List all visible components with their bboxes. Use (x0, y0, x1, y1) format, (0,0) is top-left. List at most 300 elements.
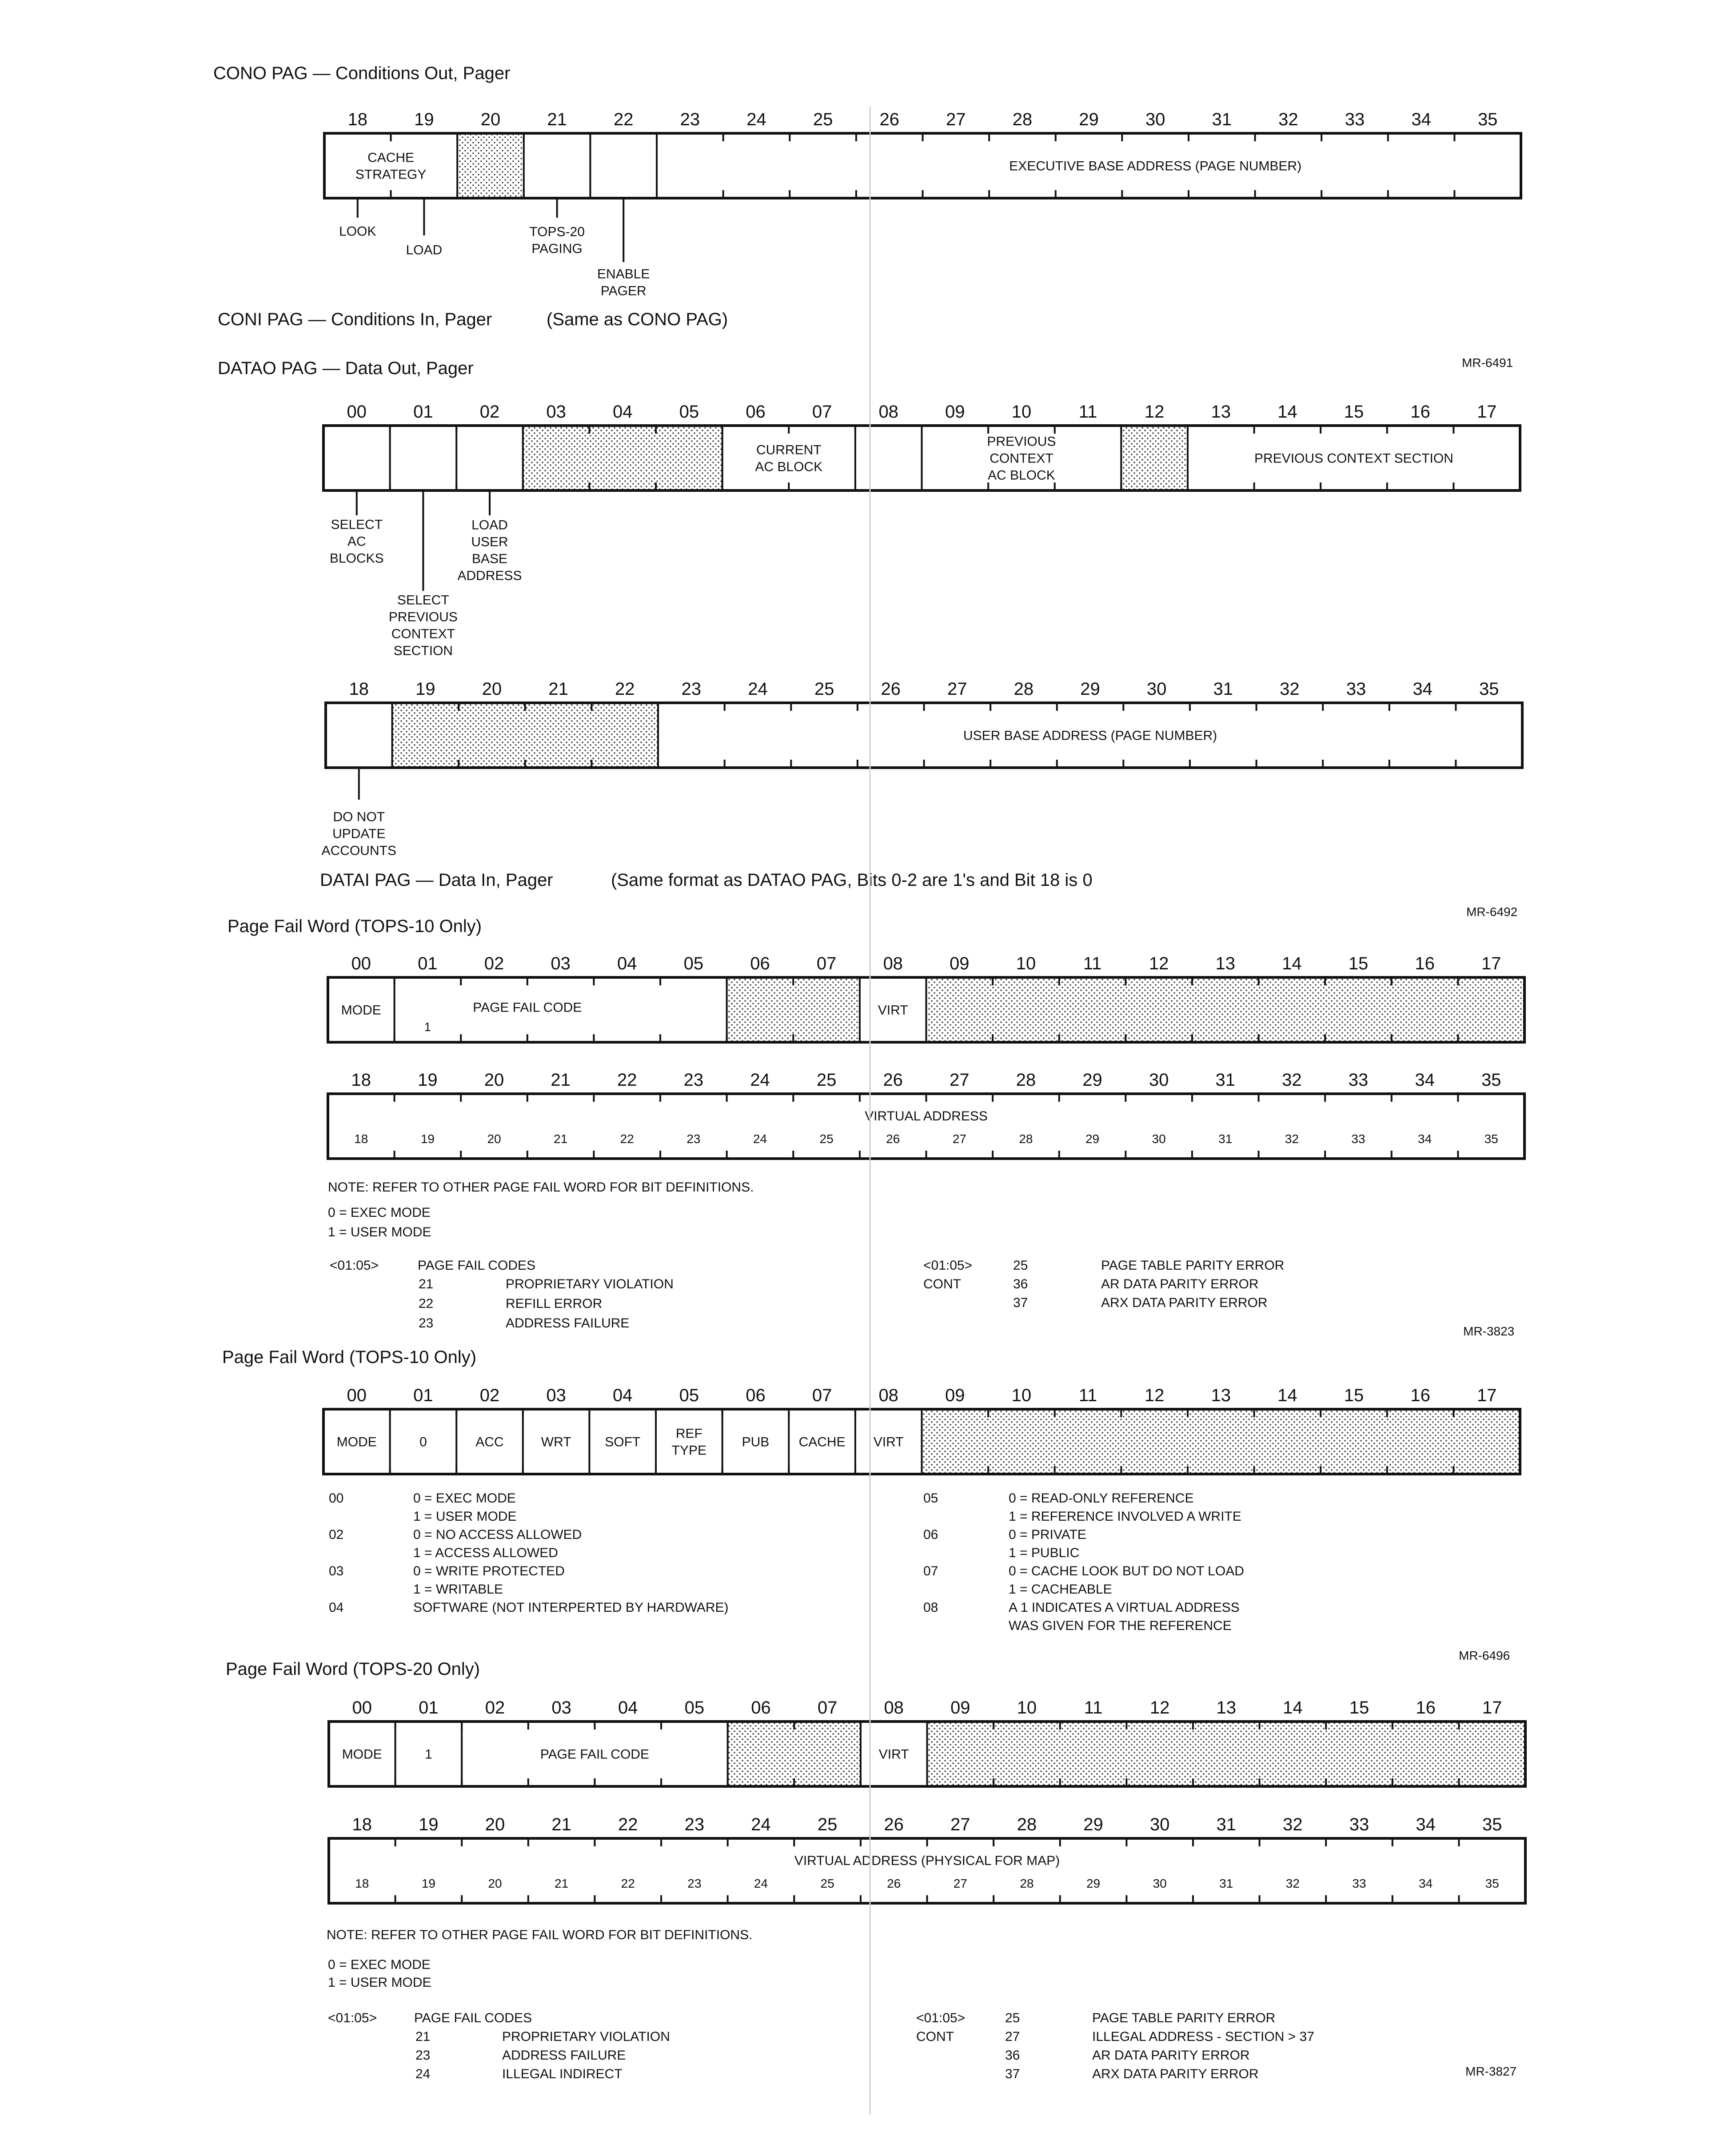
exec-base-address-label: EXECUTIVE BASE ADDRESS (PAGE NUMBER) (1009, 159, 1302, 174)
bit-number-label: 34 (1415, 1070, 1435, 1090)
bit-number-label: 03 (551, 1698, 571, 1718)
cont-label: CONT (916, 2029, 954, 2044)
callout-label: SELECT (331, 517, 383, 532)
bit-definition-text: 0 = EXEC MODE (413, 1491, 516, 1506)
bit-field-label: VIRT (873, 1435, 904, 1450)
page-fail-code-label: PAGE FAIL CODE (540, 1747, 649, 1762)
bit-number-label: 34 (1413, 679, 1433, 699)
fail-code-description: AR DATA PARITY ERROR (1092, 2048, 1250, 2063)
register-frame (329, 1838, 1525, 1903)
bit-number-label: 35 (1477, 110, 1498, 129)
reserved-bits-shading (727, 977, 860, 1042)
bit-number-label: 29 (1082, 1070, 1102, 1090)
bit-number-label: 28 (1014, 679, 1034, 699)
bit-range-label: <01:05> (916, 2011, 966, 2025)
fail-code-description: REFILL ERROR (506, 1296, 603, 1311)
bit-cell-number: 26 (887, 1876, 901, 1890)
pfw10b-title: Page Fail Word (TOPS-10 Only) (222, 1347, 477, 1367)
bit-number-label: 09 (945, 1386, 965, 1405)
bit-number-label: 05 (683, 954, 704, 973)
callout-label: PREVIOUS (388, 610, 458, 625)
register-frame (328, 1094, 1524, 1159)
bit-cell-number: 23 (686, 1132, 701, 1146)
bit-number-label: 17 (1477, 402, 1497, 422)
bit-number-label: 32 (1280, 679, 1300, 699)
reserved-bits-shading (1121, 426, 1188, 490)
fail-code-description: ADDRESS FAILURE (506, 1316, 630, 1331)
mode-definition: 0 = EXEC MODE (328, 1205, 431, 1220)
callout-label: PAGING (531, 241, 583, 256)
bit-number-label: 10 (1011, 1386, 1032, 1405)
previous-context-ac-block-label: PREVIOUS (987, 434, 1056, 449)
bit-definition-text: 1 = PUBLIC (1009, 1546, 1080, 1560)
pfw10a-title: Page Fail Word (TOPS-10 Only) (227, 917, 482, 936)
bit-number-label: 05 (684, 1698, 705, 1718)
callout-label: TOPS-20 (529, 224, 585, 239)
bit-cell-number: 21 (554, 1132, 568, 1146)
bit-number-label: 02 (479, 1386, 500, 1405)
callout-label: UPDATE (332, 826, 386, 841)
bit-number-label: 07 (812, 402, 832, 422)
bit-number-label: 06 (751, 1698, 771, 1718)
bit-number-label: 13 (1211, 402, 1231, 422)
bit-number-label: 17 (1481, 954, 1501, 973)
callout-label: LOAD (406, 243, 443, 258)
cono-title: CONO PAG — Conditions Out, Pager (213, 64, 511, 83)
bit-definition-text: 1 = REFERENCE INVOLVED A WRITE (1009, 1509, 1241, 1524)
cont-label: CONT (923, 1277, 961, 1291)
datao-code: MR-6491 (1462, 356, 1513, 370)
bit-definition-number: 00 (329, 1491, 344, 1506)
bit-number-label: 06 (746, 402, 766, 422)
bit-number-label: 32 (1282, 1070, 1302, 1090)
callout-label: LOAD (471, 518, 508, 533)
cono-register (324, 110, 1521, 299)
bit-number-label: 34 (1416, 1815, 1436, 1834)
bit-number-label: 13 (1215, 954, 1235, 973)
bit-number-label: 29 (1079, 110, 1099, 129)
previous-context-ac-block-label: CONTEXT (990, 451, 1054, 466)
bit-definition-number: 04 (329, 1600, 344, 1615)
bit-number-label: 19 (414, 110, 434, 129)
callout-label: SELECT (397, 593, 449, 608)
bit-number-label: 09 (950, 954, 970, 973)
bit-number-label: 29 (1080, 679, 1100, 699)
bit-cell-number: 19 (421, 1876, 435, 1890)
bit-cell-number: 30 (1152, 1132, 1166, 1146)
bit-cell-number: 34 (1418, 1132, 1432, 1146)
mode-label: MODE (342, 1747, 382, 1762)
bit-number-label: 12 (1144, 402, 1165, 422)
fail-code-number: 24 (415, 2067, 431, 2081)
bit-number-label: 01 (418, 954, 438, 973)
bit-range-label: <01:05> (330, 1258, 379, 1273)
bit-number-label: 16 (1415, 954, 1435, 973)
bit-number-label: 06 (750, 954, 770, 973)
bit-definition-text: 0 = NO ACCESS ALLOWED (413, 1527, 582, 1542)
bit-number-label: 22 (614, 110, 634, 129)
bit-number-label: 10 (1011, 402, 1032, 422)
callout-label: AC (347, 534, 366, 549)
fail-code-description: PROPRIETARY VIOLATION (506, 1277, 674, 1291)
bit-number-label: 21 (548, 679, 568, 699)
bit-number-label: 12 (1144, 1386, 1165, 1405)
note-text: NOTE: REFER TO OTHER PAGE FAIL WORD FOR BIT DEFINITIONS. (327, 1928, 753, 1942)
bit-number-label: 14 (1283, 1698, 1303, 1718)
fail-code-number: 36 (1013, 1277, 1028, 1291)
bit-number-label: 03 (551, 954, 571, 973)
bit-cell-number: 28 (1019, 1132, 1033, 1146)
bit-range-label: <01:05> (328, 2011, 377, 2025)
bit-number-label: 00 (347, 1386, 367, 1405)
pfw10b-register (323, 1386, 1520, 1474)
bit-number-label: 33 (1346, 679, 1366, 699)
bit-number-label: 22 (615, 679, 635, 699)
bit-cell-number: 29 (1086, 1876, 1101, 1890)
bit-number-label: 17 (1477, 1386, 1497, 1405)
bit-number-label: 33 (1345, 110, 1365, 129)
bit-number-label: 01 (413, 402, 433, 422)
bit-field-label: ACC (475, 1435, 504, 1450)
fail-code-number: 27 (1005, 2029, 1020, 2044)
callout-label: PAGER (600, 283, 647, 299)
bit-number-label: 05 (679, 1386, 699, 1405)
bit-cell-number: 23 (687, 1876, 702, 1890)
pfw20-title: Page Fail Word (TOPS-20 Only) (226, 1659, 480, 1679)
bit-field-label: CACHE (798, 1435, 846, 1450)
callout-label: BLOCKS (329, 551, 384, 566)
bit-number-label: 23 (680, 110, 700, 129)
callout-label: BASE (472, 551, 508, 566)
coni-note: (Same as CONO PAG) (547, 310, 728, 329)
bit-number-label: 31 (1212, 110, 1232, 129)
datai-note: (Same format as DATAO PAG, Bits 0-2 are 1's and Bit 18 is 0 (611, 870, 1093, 890)
bit-number-label: 26 (884, 1815, 904, 1834)
bit-field-label: MODE (336, 1435, 377, 1450)
bit-number-label: 04 (618, 1698, 638, 1718)
bit-field-label: REF (675, 1426, 702, 1441)
bit1-value: 1 (424, 1020, 431, 1034)
fail-code-number: 37 (1013, 1295, 1028, 1310)
bit-number-label: 33 (1349, 1815, 1369, 1834)
fail-code-number: 23 (415, 2048, 431, 2063)
mode-label: MODE (341, 1003, 381, 1018)
bit-number-label: 35 (1481, 1070, 1501, 1090)
bit-number-label: 08 (878, 402, 898, 422)
bit-definition-text: 1 = USER MODE (413, 1509, 517, 1524)
pfw10b-notes (329, 1491, 1244, 1633)
bit-definition-text: 1 = CACHEABLE (1009, 1582, 1112, 1597)
bit-cell-number: 29 (1085, 1132, 1100, 1146)
bit-number-label: 26 (883, 1070, 903, 1090)
bit-definition-text: A 1 INDICATES A VIRTUAL ADDRESS (1009, 1600, 1240, 1615)
bit-number-label: 24 (748, 679, 768, 699)
bit-number-label: 13 (1211, 1386, 1231, 1405)
bit-number-label: 31 (1216, 1815, 1236, 1834)
bit-number-label: 26 (881, 679, 901, 699)
bit-number-label: 20 (484, 1070, 504, 1090)
bit-number-label: 11 (1084, 1698, 1103, 1718)
bit-number-label: 18 (347, 110, 368, 129)
bit-range-label: <01:05> (923, 1258, 973, 1273)
bit-number-label: 21 (551, 1070, 571, 1090)
reserved-bits-shading (728, 1722, 861, 1786)
pfw20-code: MR-3827 (1465, 2064, 1517, 2078)
bit-cell-number: 20 (488, 1876, 502, 1890)
bit-number-label: 09 (945, 402, 965, 422)
fail-code-description: PAGE TABLE PARITY ERROR (1092, 2011, 1276, 2025)
fail-code-description: ARX DATA PARITY ERROR (1101, 1295, 1268, 1310)
bit-number-label: 11 (1083, 954, 1102, 973)
bit-number-label: 20 (482, 679, 502, 699)
fail-code-number: 23 (419, 1316, 434, 1331)
previous-context-section-label: PREVIOUS CONTEXT SECTION (1254, 451, 1453, 466)
bit-number-label: 12 (1149, 954, 1169, 973)
callout-label: LOOK (339, 224, 376, 239)
bit-cell-number: 35 (1485, 1876, 1499, 1890)
bit-number-label: 21 (547, 110, 567, 129)
bit-number-label: 31 (1215, 1070, 1235, 1090)
pfw10a-left-register (328, 954, 1524, 1042)
bit-number-label: 25 (816, 1070, 837, 1090)
bit-number-label: 00 (352, 1698, 372, 1718)
bit-definition-text: 0 = READ-ONLY REFERENCE (1009, 1491, 1194, 1506)
bit-number-label: 11 (1078, 1386, 1097, 1405)
bit-number-label: 33 (1348, 1070, 1369, 1090)
callout-label: ENABLE (597, 267, 650, 282)
callout-label: USER (471, 534, 508, 550)
bit-number-label: 00 (351, 954, 371, 973)
cache-strategy-label: STRATEGY (355, 167, 427, 182)
fail-code-number: 37 (1005, 2067, 1020, 2081)
bit-number-label: 18 (349, 679, 369, 699)
bit-definition-number: 02 (329, 1527, 344, 1542)
bit-number-label: 24 (750, 1070, 770, 1090)
fail-code-description: ARX DATA PARITY ERROR (1092, 2067, 1259, 2081)
bit-number-label: 05 (679, 402, 699, 422)
bit-definition-number: 08 (923, 1600, 938, 1615)
bit-number-label: 16 (1416, 1698, 1436, 1718)
fail-code-description: ADDRESS FAILURE (502, 2048, 626, 2063)
bit-number-label: 25 (817, 1815, 838, 1834)
bit-number-label: 00 (347, 402, 367, 422)
fail-code-number: 21 (415, 2029, 431, 2044)
bit-number-label: 30 (1149, 1070, 1169, 1090)
fail-code-description: AR DATA PARITY ERROR (1101, 1277, 1259, 1291)
bit-number-label: 18 (352, 1815, 372, 1834)
bit-cell-number: 24 (754, 1876, 768, 1890)
datai-code: MR-6492 (1466, 905, 1518, 919)
bit-cell-number: 18 (355, 1876, 369, 1890)
fail-code-description: PAGE TABLE PARITY ERROR (1101, 1258, 1285, 1273)
bit-number-label: 11 (1078, 402, 1097, 422)
bit-cell-number: 25 (819, 1132, 834, 1146)
cache-strategy-label: CACHE (367, 150, 415, 165)
reserved-bits-shading (523, 426, 722, 490)
fail-code-description: ILLEGAL ADDRESS - SECTION > 37 (1092, 2029, 1314, 2044)
bit-definition-number: 03 (329, 1564, 344, 1578)
mode-definition: 1 = USER MODE (328, 1225, 431, 1239)
pfw20-notes (327, 1928, 1314, 2081)
bit-number-label: 15 (1349, 1698, 1369, 1718)
fail-code-description: PROPRIETARY VIOLATION (502, 2029, 670, 2044)
bit-number-label: 23 (681, 679, 702, 699)
bit-number-label: 13 (1216, 1698, 1236, 1718)
bit-number-label: 26 (879, 110, 899, 129)
bit-number-label: 19 (415, 679, 435, 699)
bit-cell-number: 26 (886, 1132, 900, 1146)
bit-definition-text: WAS GIVEN FOR THE REFERENCE (1009, 1618, 1232, 1633)
user-base-address-label: USER BASE ADDRESS (PAGE NUMBER) (963, 728, 1217, 743)
reserved-bits-shading (457, 133, 524, 198)
bit-number-label: 30 (1149, 1815, 1170, 1834)
bit-number-label: 29 (1083, 1815, 1103, 1834)
bit-number-label: 25 (814, 679, 834, 699)
bit-number-label: 08 (884, 1698, 904, 1718)
bit-number-label: 24 (746, 110, 766, 129)
bit-cell-number: 27 (952, 1132, 966, 1146)
bit-number-label: 16 (1410, 1386, 1430, 1405)
bit-definition-number: 06 (923, 1527, 938, 1542)
bit-number-label: 25 (813, 110, 833, 129)
bit-number-label: 21 (551, 1815, 571, 1834)
bit-number-label: 35 (1482, 1815, 1502, 1834)
bit-cell-number: 21 (555, 1876, 569, 1890)
bit-number-label: 08 (883, 954, 903, 973)
callout-label: CONTEXT (391, 626, 455, 642)
bit-number-label: 23 (683, 1070, 704, 1090)
bit-definition-text: 1 = WRITABLE (413, 1582, 503, 1597)
reserved-bits-shading (392, 703, 658, 768)
bit-number-label: 04 (613, 1386, 633, 1405)
bit-number-label: 15 (1344, 1386, 1364, 1405)
bit-number-label: 30 (1145, 110, 1165, 129)
bit-number-label: 15 (1344, 402, 1364, 422)
coni-title: CONI PAG — Conditions In, Pager (218, 310, 492, 329)
bit-number-label: 22 (618, 1815, 638, 1834)
bit-cell-number: 30 (1153, 1876, 1167, 1890)
bit-number-label: 19 (418, 1070, 438, 1090)
current-ac-block-label: AC BLOCK (755, 459, 823, 474)
bit-number-label: 32 (1283, 1815, 1303, 1834)
page-fail-code-label: PAGE FAIL CODE (473, 1000, 582, 1015)
bit-cell-number: 22 (621, 1876, 635, 1890)
virt-label: VIRT (878, 1003, 908, 1018)
fail-code-description: ILLEGAL INDIRECT (502, 2067, 623, 2081)
previous-context-ac-block-label: AC BLOCK (988, 468, 1055, 483)
bit-number-label: 27 (947, 679, 967, 699)
bit-number-label: 08 (878, 1386, 898, 1405)
bit-definition-text: 0 = WRITE PROTECTED (413, 1564, 565, 1578)
bit-number-label: 14 (1277, 1386, 1297, 1405)
bit-definition-number: 05 (923, 1491, 938, 1506)
bit-number-label: 27 (950, 1070, 970, 1090)
bit-cell-number: 19 (420, 1132, 435, 1146)
bit-number-label: 02 (484, 954, 504, 973)
bit-cell-number: 24 (753, 1132, 767, 1146)
bit-field-label: 0 (419, 1435, 427, 1450)
note-text: NOTE: REFER TO OTHER PAGE FAIL WORD FOR BIT DEFINITIONS. (328, 1180, 754, 1195)
datao-right-register (322, 679, 1522, 858)
bit-field-label: TYPE (671, 1443, 707, 1458)
bit-cell-number: 31 (1218, 1132, 1233, 1146)
bit-cell-number: 25 (820, 1876, 834, 1890)
current-ac-block-label: CURRENT (756, 442, 822, 458)
bit-number-label: 28 (1012, 110, 1033, 129)
bit-number-label: 10 (1016, 954, 1036, 973)
bit-number-label: 32 (1278, 110, 1298, 129)
pfw10a-code: MR-3823 (1463, 1324, 1515, 1338)
bit-cell-number: 28 (1020, 1876, 1034, 1890)
virtual-address-label: VIRTUAL ADDRESS (PHYSICAL FOR MAP) (794, 1853, 1060, 1869)
bit-number-label: 19 (419, 1815, 439, 1834)
bit-cell-number: 20 (487, 1132, 501, 1146)
bit-number-label: 34 (1411, 110, 1431, 129)
bit-cell-number: 33 (1352, 1876, 1366, 1890)
bit-number-label: 07 (812, 1386, 832, 1405)
virtual-address-label: VIRTUAL ADDRESS (865, 1109, 988, 1124)
bit-number-label: 22 (617, 1070, 637, 1090)
bit-number-label: 27 (946, 110, 966, 129)
bit-number-label: 06 (746, 1386, 766, 1405)
datai-title: DATAI PAG — Data In, Pager (320, 870, 553, 890)
bit-cell-number: 33 (1351, 1132, 1365, 1146)
fail-code-number: 25 (1013, 1258, 1028, 1273)
bit-number-label: 16 (1410, 402, 1430, 422)
bit-number-label: 07 (816, 954, 837, 973)
bit-number-label: 04 (617, 954, 637, 973)
bit-definition-text: 0 = CACHE LOOK BUT DO NOT LOAD (1009, 1564, 1244, 1578)
bit-number-label: 03 (546, 1386, 566, 1405)
pfw10b-code: MR-6496 (1459, 1649, 1510, 1662)
callout-label: ACCOUNTS (321, 843, 396, 858)
bit-number-label: 02 (485, 1698, 505, 1718)
bit-number-label: 09 (950, 1698, 970, 1718)
bit-number-label: 07 (817, 1698, 838, 1718)
fail-code-number: 25 (1005, 2011, 1020, 2025)
bit-number-label: 04 (613, 402, 633, 422)
datao-left-register (323, 402, 1520, 658)
bit-cell-number: 22 (620, 1132, 634, 1146)
bit1-value: 1 (425, 1747, 432, 1762)
bit-field-label: PUB (742, 1435, 770, 1450)
pfw10a-right-register (328, 1070, 1524, 1159)
bit-number-label: 35 (1479, 679, 1499, 699)
bit-cell-number: 27 (953, 1876, 967, 1890)
bit-number-label: 20 (480, 110, 501, 129)
pfw20-right-register (329, 1815, 1525, 1903)
callout-label: SECTION (393, 643, 453, 658)
callout-label: DO NOT (333, 809, 385, 825)
bit-cell-number: 34 (1419, 1876, 1433, 1890)
bit-number-label: 28 (1017, 1815, 1037, 1834)
bit-cell-number: 32 (1285, 1132, 1299, 1146)
bit-field-label: SOFT (605, 1435, 641, 1450)
page-fail-codes-title: PAGE FAIL CODES (418, 1258, 536, 1273)
bit-number-label: 23 (684, 1815, 705, 1834)
bit-number-label: 15 (1348, 954, 1369, 973)
bit-cell-number: 18 (354, 1132, 368, 1146)
bit-definition-text: 1 = ACCESS ALLOWED (413, 1546, 558, 1560)
bit-cell-number: 35 (1484, 1132, 1498, 1146)
virt-label: VIRT (878, 1747, 909, 1762)
reserved-bits-shading (926, 977, 1525, 1042)
bit-field-label: WRT (541, 1435, 571, 1450)
fail-code-number: 36 (1005, 2048, 1020, 2063)
page-fail-codes-title: PAGE FAIL CODES (414, 2011, 532, 2025)
datao-title: DATAO PAG — Data Out, Pager (218, 359, 474, 378)
bit-cell-number: 31 (1219, 1876, 1233, 1890)
